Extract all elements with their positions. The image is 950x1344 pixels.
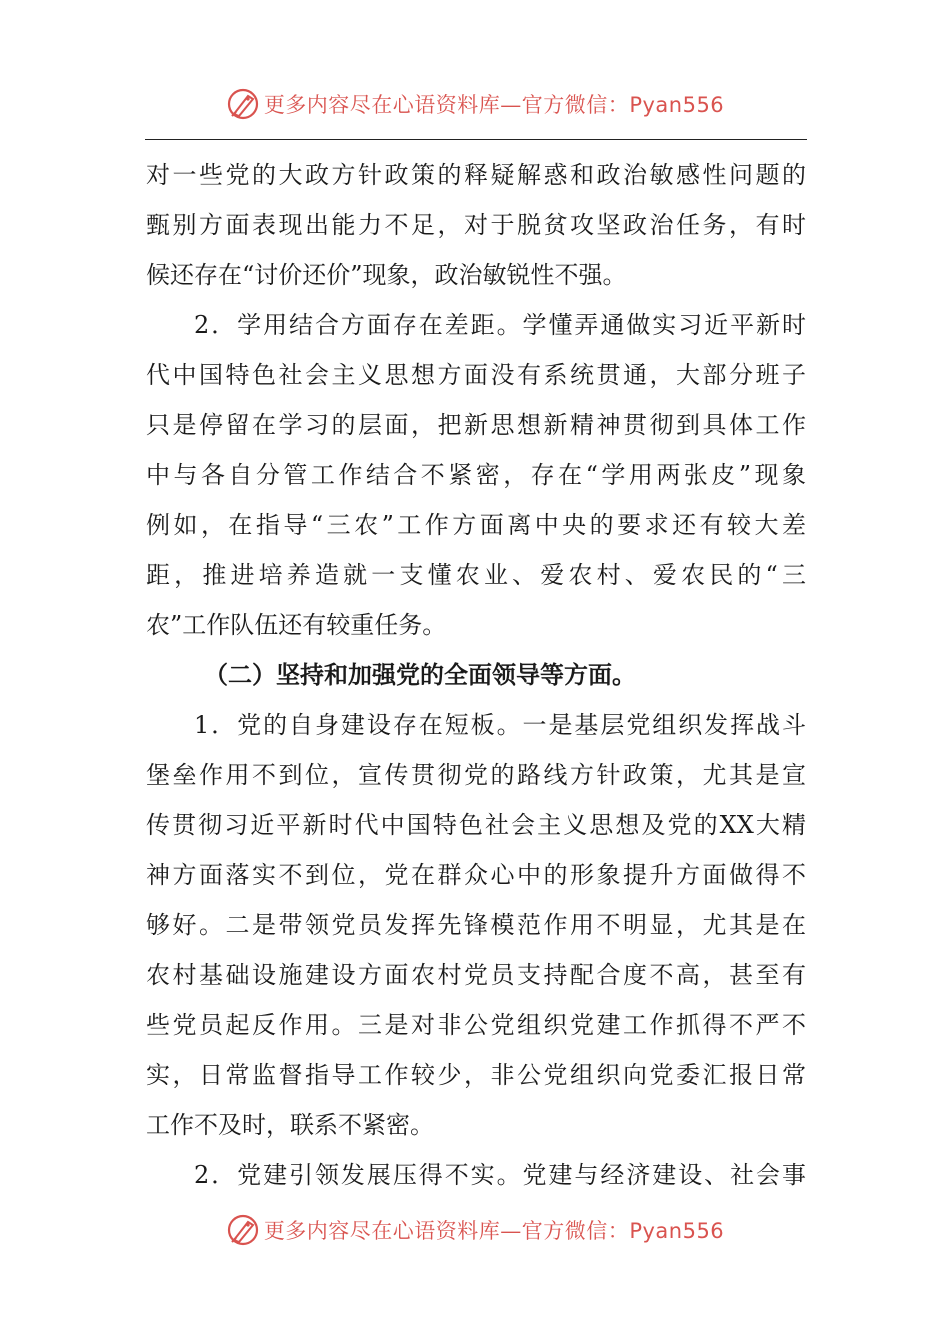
- text-line: 够好。二是带领党员发挥先锋模范作用不明显，尤其是在: [146, 911, 806, 939]
- text-line: 堡垒作用不到位，宣传贯彻党的路线方针政策，尤其是宣: [146, 761, 806, 789]
- header-wechat-id: Pyan556: [629, 93, 725, 117]
- text-line: 实，日常监督指导工作较少，非公党组织向党委汇报日常: [146, 1061, 806, 1089]
- page-header: [0, 82, 950, 126]
- header-tagline: 更多内容尽在心语资料库—官方微信：: [263, 93, 630, 117]
- text-line: 例如，在指导“三农”工作方面离中央的要求还有较大差: [146, 511, 806, 539]
- text-line: 工作不及时，联系不紧密。: [146, 1111, 434, 1139]
- paragraph-first-line: 1．党的自身建设存在短板。一是基层党组织发挥战斗: [194, 711, 806, 739]
- text-line: 距，推进培养造就一支懂农业、爱农村、爱农民的“三: [146, 561, 806, 589]
- text-line: 只是停留在学习的层面，把新思想新精神贯彻到具体工作: [146, 411, 806, 439]
- pen-nib-logo-icon: [226, 87, 260, 121]
- text-line: 代中国特色社会主义思想方面没有系统贯通，大部分班子: [146, 361, 806, 389]
- text-line: 对一些党的大政方针政策的释疑解惑和政治敏感性问题的: [146, 161, 806, 189]
- text-line: 农”工作队伍还有较重任务。: [146, 611, 447, 639]
- paragraph-first-line: 2．党建引领发展压得不实。党建与经济建设、社会事: [194, 1161, 806, 1189]
- text-line: 甄别方面表现出能力不足，对于脱贫攻坚政治任务，有时: [146, 211, 806, 239]
- paragraph-first-line: 2．学用结合方面存在差距。学懂弄通做实习近平新时: [194, 311, 806, 339]
- text-line: 神方面落实不到位，党在群众心中的形象提升方面做得不: [146, 861, 806, 889]
- text-line: 传贯彻习近平新时代中国特色社会主义思想及党的XX大精: [146, 811, 806, 839]
- header-brand-text: [264, 89, 724, 119]
- footer-wechat-id: Pyan556: [629, 1219, 725, 1243]
- header-divider: [145, 139, 807, 140]
- text-line: 些党员起反作用。三是对非公党组织党建工作抓得不严不: [146, 1011, 806, 1039]
- text-line: 农村基础设施建设方面农村党员支持配合度不高，甚至有: [146, 961, 806, 989]
- text-line: 中与各自分管工作结合不紧密，存在“学用两张皮”现象: [146, 461, 806, 489]
- section-heading: （二）坚持和加强党的全面领导等方面。: [204, 661, 636, 689]
- footer-tagline: 更多内容尽在心语资料库—官方微信：: [263, 1219, 630, 1243]
- document-body: [146, 150, 806, 1200]
- page-footer: [0, 1208, 950, 1252]
- pen-nib-logo-icon: [226, 1213, 260, 1247]
- text-line: 候还存在“讨价还价”现象，政治敏锐性不强。: [146, 261, 627, 289]
- footer-brand-text: [264, 1215, 724, 1245]
